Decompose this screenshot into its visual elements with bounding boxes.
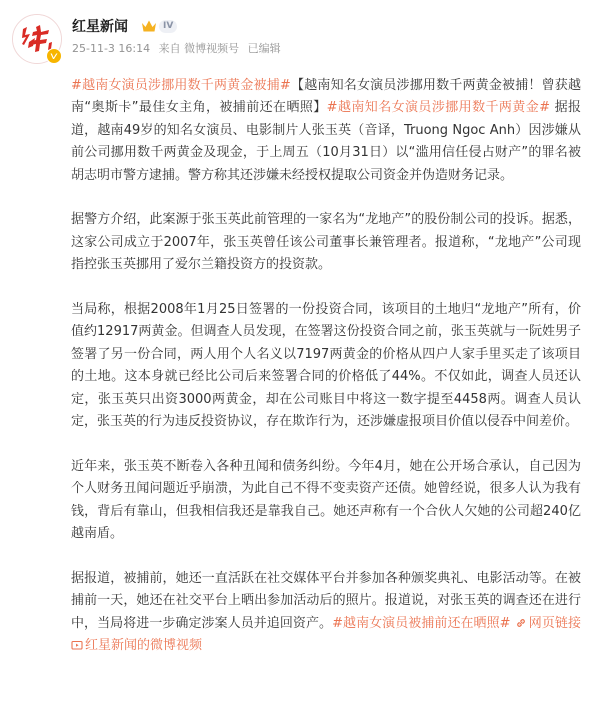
web-link-label: 网页链接 [528, 615, 581, 631]
link-icon [515, 617, 527, 629]
level-badge: IV [159, 20, 177, 33]
paragraph-text: 据报道，被捕前，她还一直活跃在社交媒体平台并参加各种颁奖典礼、电影活动等。在被捕前一天，她还在社交平台上晒出参加活动后的照片。报道说，对张玉英的调查还在进行中，当局将进一步确定涉案人员并追回资产。 [71, 570, 581, 631]
paragraph-3: 当局称，根据2008年1月25日签署的一份投资合同，该项目的土地归“龙地产”所有，价值约12917两黄金。但调查人员发现，在签署这份投资合同之前，张玉英就与一阮姓男子签署了另一份合同，两人用个人名义以7197两黄金的价格从四户人家手里买走了该项目的土地。这本身就已经比公司后来签署合同的价格低了44%。不仅如此，调查人员还认定，张玉英只出资3000两黄金，却在公司账目中将这一数字提至4458两。调查人员认定，张玉英的行为违反投资协议，存在欺诈行为，还涉嫌虚报项目价值以侵吞中间差价。 [71, 302, 581, 430]
video-icon [71, 639, 83, 651]
crown-icon [141, 19, 157, 33]
post-source: 来自 微博视频号 [158, 42, 240, 55]
topic-tag[interactable]: #越南女演员涉挪用数千两黄金被捕# [71, 78, 291, 93]
topic-tag[interactable]: #越南知名女演员涉挪用数千两黄金# [326, 100, 551, 116]
paragraph-5 [71, 568, 581, 658]
verified-badge-icon [46, 48, 62, 64]
author-name[interactable]: 红星新闻 [72, 19, 128, 35]
video-link[interactable] [71, 638, 202, 653]
paragraph-text: 据报道，越南49岁的知名女演员、电影制片人张玉英（音译，Truong Ngoc Anh）因涉嫌从前公司挪用数千两黄金及现金，于上周五（10月31日）以“滥用信任侵占财产”的罪名被胡志明市警方逮捕。警方称其还涉嫌未经授权提取公司资金并伪造财务记录。 [71, 100, 581, 183]
web-link[interactable] [515, 616, 581, 631]
topic-tag[interactable]: #越南女演员被捕前还在晒照# [332, 615, 511, 631]
post-time[interactable]: 25-11-3 16:14 [72, 42, 151, 55]
headline: 【越南知名女演员涉挪用数千两黄金被捕！曾获越南“奥斯卡”最佳女主角，被捕前还在晒照】 [71, 78, 581, 116]
paragraph-4: 近年来，张玉英不断卷入各种丑闻和债务纠纷。今年4月，她在公开场合承认，自己因为个人财务丑闻问题近乎崩溃，为此自己不得不变卖资产还债。她曾经说，很多人认为我有钱，背后有靠山，但我相信我还是靠我自己。她还声称有一个合伙人欠她的公司超240亿越南盾。 [71, 458, 581, 542]
post-text [71, 75, 581, 658]
edited-label[interactable]: 已编辑 [247, 42, 281, 55]
paragraph-2: 据警方介绍，此案源于张玉英此前管理的一家名为“龙地产”的股份制公司的投诉。据悉，这家公司成立于2007年，张玉英曾任该公司董事长兼管理者。报道称，“龙地产”公司现指控张玉英挪用了爱尔兰籍投资方的投资款。 [71, 212, 581, 273]
paragraph-1 [71, 75, 581, 187]
video-link-label: 红星新闻的微博视频 [85, 638, 203, 654]
post-meta [72, 41, 286, 57]
post-header [12, 12, 587, 68]
